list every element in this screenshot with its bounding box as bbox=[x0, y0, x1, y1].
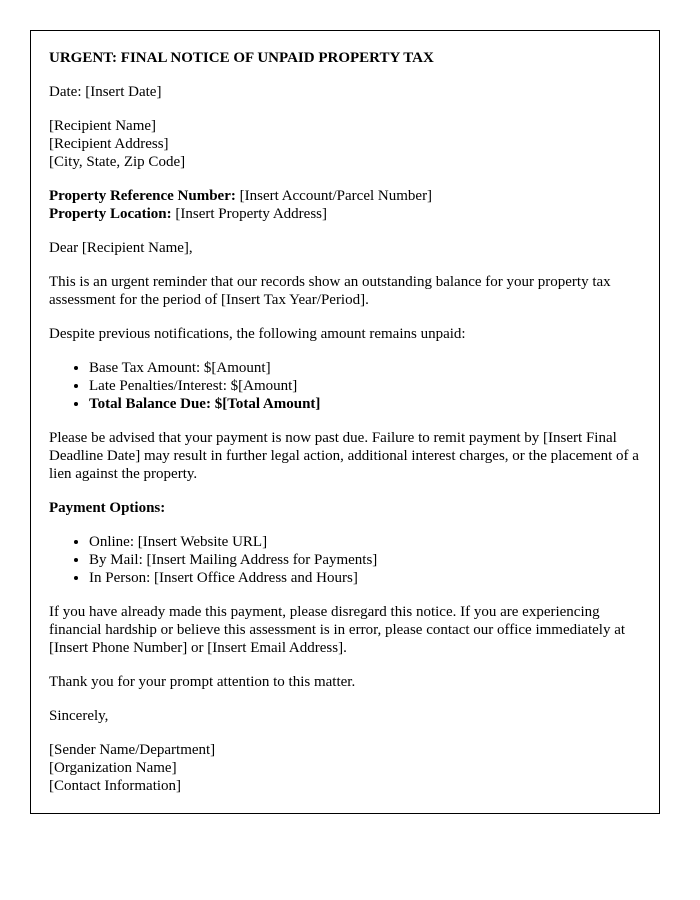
property-location-line bbox=[49, 205, 641, 223]
payment-item-in-person: • In Person: [Insert Office Address and Hours] bbox=[89, 569, 641, 587]
property-reference-line bbox=[49, 187, 641, 205]
contact-information-line: [Contact Information] bbox=[49, 778, 182, 794]
amount-list bbox=[49, 359, 641, 413]
recipient-address-line: [Recipient Address] bbox=[49, 136, 169, 152]
payment-item-online: • Online: [Insert Website URL] bbox=[89, 533, 641, 551]
paragraph-past-due: Please be advised that your payment is now past due. Failure to remit payment by [Insert Final Deadline Date] may result in further legal action, additional interest charges, or the placement of a lien against the property. bbox=[49, 430, 639, 482]
payment-options-list bbox=[49, 533, 641, 587]
recipient-city-line: [City, State, Zip Code] bbox=[49, 154, 186, 170]
property-location-label: Property Location: bbox=[49, 206, 172, 222]
signature-block bbox=[49, 741, 641, 795]
amount-item-base-tax: • Base Tax Amount: $[Amount] bbox=[89, 359, 641, 377]
property-reference-value: [Insert Account/Parcel Number] bbox=[235, 188, 433, 204]
paragraph-thanks: Thank you for your prompt attention to this matter. bbox=[49, 674, 356, 690]
salutation: Dear [Recipient Name], bbox=[49, 240, 193, 256]
closing: Sincerely, bbox=[49, 708, 109, 724]
letter-title: URGENT: FINAL NOTICE OF UNPAID PROPERTY TAX bbox=[49, 50, 434, 66]
organization-name-line: [Organization Name] bbox=[49, 760, 177, 776]
payment-options-heading: Payment Options: bbox=[49, 500, 166, 516]
letter-document bbox=[30, 30, 660, 814]
amount-item-late-penalties: • Late Penalties/Interest: $[Amount] bbox=[89, 377, 641, 395]
property-reference-label: Property Reference Number: bbox=[49, 188, 236, 204]
paragraph-disregard: If you have already made this payment, please disregard this notice. If you are experiencing financial hardship or believe this assessment is in error, please contact our office immediately at [Insert Phone Number] or [Insert Email Address]. bbox=[49, 604, 626, 656]
property-location-value: [Insert Property Address] bbox=[171, 206, 328, 222]
date-line: Date: [Insert Date] bbox=[49, 84, 162, 100]
recipient-name-line: [Recipient Name] bbox=[49, 118, 157, 134]
property-info-block bbox=[49, 187, 641, 223]
sender-name-line: [Sender Name/Department] bbox=[49, 742, 216, 758]
paragraph-reminder: This is an urgent reminder that our records show an outstanding balance for your property tax assessment for the period of [Insert Tax Year/Period]. bbox=[49, 274, 611, 308]
payment-item-mail: • By Mail: [Insert Mailing Address for Payments] bbox=[89, 551, 641, 569]
recipient-address-block bbox=[49, 117, 641, 171]
paragraph-unpaid-intro: Despite previous notifications, the following amount remains unpaid: bbox=[49, 326, 466, 342]
amount-item-total-due: • Total Balance Due: $[Total Amount] bbox=[89, 395, 641, 413]
